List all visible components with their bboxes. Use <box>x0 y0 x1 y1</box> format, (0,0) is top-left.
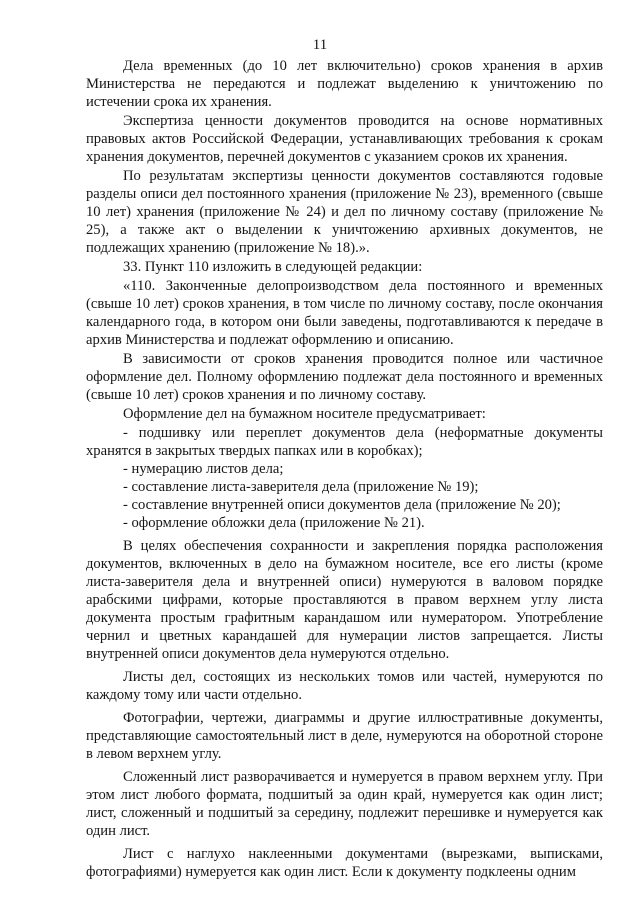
list-item: - подшивку или переплет документов дела (неформатные документы хранятся в закрытых твердых папках или в коробках); <box>86 425 603 459</box>
paragraph: «110. Законченные делопроизводством дела постоянного и временных (свыше 10 лет) сроков хранения, в том числе по личному составу, после окончания календарного года, в котором они были заведены, подготавливаются к передаче в архив Министерства и подлежат оформлению и описанию. <box>86 278 603 348</box>
list-item: - составление листа-заверителя дела (приложение № 19); <box>123 479 479 495</box>
paragraph: 33. Пункт 110 изложить в следующей редакции: <box>123 259 423 275</box>
paragraph: Экспертиза ценности документов проводится на основе нормативных правовых актов Российской Федерации, устанавливающих требования к срокам хранения документов, перечней документов с указанием сроков их хранения. <box>86 113 603 165</box>
paragraph: Лист с наглухо наклеенными документами (вырезками, выписками, фотографиями) нумеруется как один лист. Если к документу подклеены одним <box>86 846 603 880</box>
list-item: - нумерацию листов дела; <box>123 461 284 477</box>
list-item: - оформление обложки дела (приложение № 21). <box>123 515 425 531</box>
paragraph: Фотографии, чертежи, диаграммы и другие иллюстративные документы, представляющие самостоятельный лист в деле, нумеруются на оборотной стороне в левом верхнем углу. <box>86 710 603 762</box>
paragraph: Дела временных (до 10 лет включительно) сроков хранения в архив Министерства не передаются и подлежат выделению к уничтожению по истечении срока их хранения. <box>86 58 603 110</box>
paragraph: В целях обеспечения сохранности и закрепления порядка расположения документов, включенных в дело на бумажном носителе, все его листы (кроме листа-заверителя дела и внутренней описи) нумеруются в валовом порядке арабскими цифрами, которые проставляются в правом верхнем углу листа документа простым графитным карандашом или нумератором. Употребление чернил и цветных карандашей для нумерации листов запрещается. Листы внутренней описи документов дела нумеруются отдельно. <box>86 538 603 662</box>
document-body <box>86 57 603 881</box>
paragraph: Листы дел, состоящих из нескольких томов или частей, нумеруются по каждому тому или части отдельно. <box>86 669 603 703</box>
paragraph: В зависимости от сроков хранения проводится полное или частичное оформление дел. Полному оформлению подлежат дела постоянного и временных (свыше 10 лет) сроков хранения и по личному составу. <box>86 351 603 403</box>
list-item: - составление внутренней описи документов дела (приложение № 20); <box>123 497 561 513</box>
paragraph: Оформление дел на бумажном носителе предусматривает: <box>123 406 486 422</box>
page-number: 11 <box>312 37 328 53</box>
paragraph: Сложенный лист разворачивается и нумеруется в правом верхнем углу. При этом лист любого формата, подшитый за один край, нумеруется как один лист; лист, сложенный и подшитый за середину, подлежит перешивке и нумеруется как один лист. <box>86 769 603 839</box>
paragraph: По результатам экспертизы ценности документов составляются годовые разделы описи дел постоянного хранения (приложение № 23), временного (свыше 10 лет) хранения (приложение № 24) и дел по личному составу (приложение № 25), а также акт о выделении к уничтожению архивных документов, не подлежащих хранению (приложение № 18).». <box>86 168 603 256</box>
